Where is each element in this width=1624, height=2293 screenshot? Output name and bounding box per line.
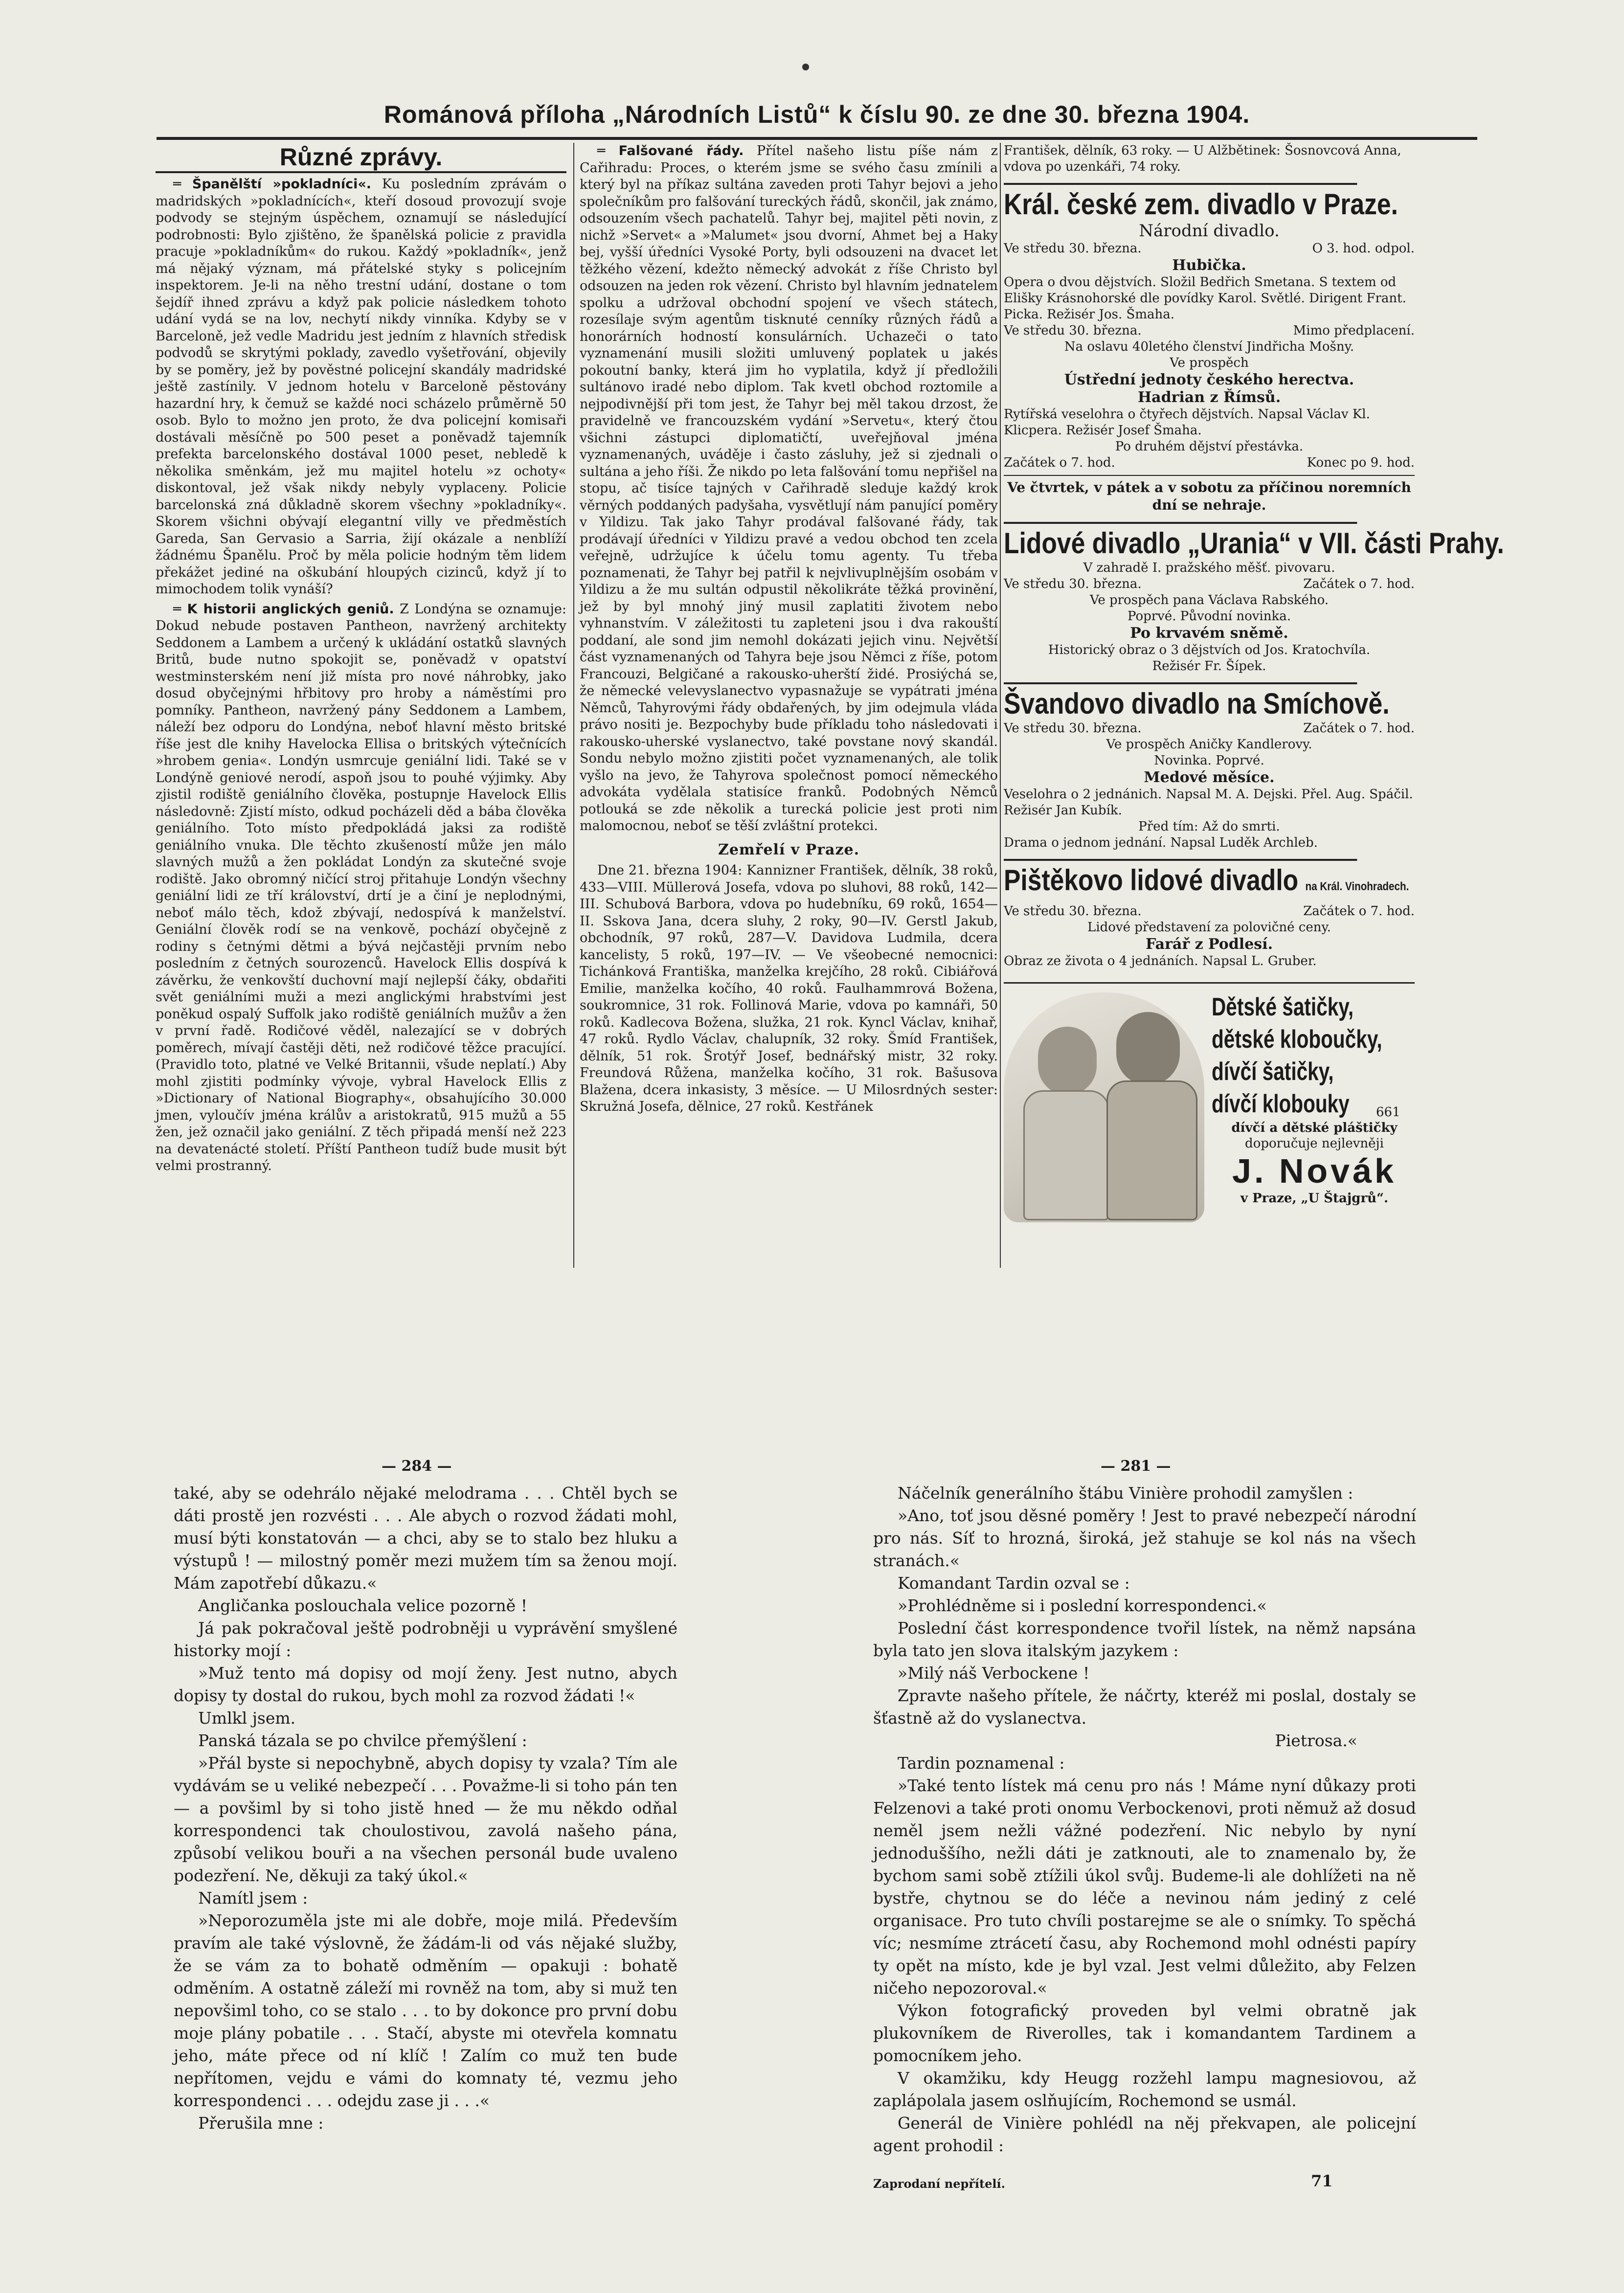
novel-paragraph: Já pak pokračoval ještě podrobněji u vyprávění smyšlené historky mojí : [174,1619,677,1660]
child-head-illustration [1116,1012,1180,1085]
novel-paragraph: Náčelník generálního štábu Vinière prohodil zamyšlen : [898,1484,1353,1503]
footer-sheet-number: 71 [1311,2172,1333,2190]
premiere-text: Poprvé. Původní novinka. [1128,609,1291,624]
novel-paragraph: Generál de Vinière pohlédl na něj překvapen, ale policejní agent prohodil : [873,2113,1416,2155]
ad-line: dívčí a dětské pláštičky [1231,1121,1398,1135]
page-number-left: — 284 — [382,1458,452,1475]
schedule-row [1004,576,1415,592]
benefit-text: Ve prospěch pana Václava Rabského. [1089,593,1329,607]
novel-paragraph: V okamžiku, kdy Heugg rozžehl lampu magnesiovou, až zaplápolala jasem oslňujícím, Rochemond se usmál. [873,2068,1416,2110]
theater-title-svandovo: Švandovo divadlo na Smíchově. [1004,682,1357,720]
performance-note: Lidové představení za polovičné ceny. [1087,920,1331,935]
novel-paragraph: Poslední část korrespondence tvořil lístek, na němž napsána byla tato jen slova italským jazykem : [873,1619,1416,1660]
article-spanish-treasurers [156,176,566,598]
article-heading: ═ K historii anglických geniů. [173,601,394,617]
column-divider [1000,143,1001,1268]
closure-note: Ve čtvrtek, v pátek a v sobotu za příčinou noremních dní se nehraje. [1004,475,1415,514]
ad-line: doporučuje nejlevněji [1245,1136,1384,1151]
child-head-illustration [1038,1027,1097,1095]
novel-signature: Pietrosa.« [1275,1731,1357,1750]
play-description: Veselohra o 2 jednánich. Napsal M. A. Dejski. Přel. Aug. Spáčil. Režisér Jan Kubík. [1004,787,1413,818]
novel-paragraph: »Ano, toť jsou děsné poměry ! Jest to pravé nebezpečí národní pro nás. Síť to hrozná, široká, jež stahuje se kol nás na všech stranách.« [873,1506,1416,1570]
novel-paragraph: Namítl jsem : [198,1888,308,1908]
column-misc-news [156,143,566,1260]
deaths-list: Dne 21. března 1904: Kannizner František, dělník, 38 roků, 433—VIII. Müllerová Josefa, vdova po sluhovi, 88 roků, 142—III. Schubová Barbora, vdova po hudebníku, 69 roků, 1654—II. Sskova Jana, dcera sluhy, 2 roky, 90—IV. Gerstl Jakub, obchodník, 97 roků, 287—V. Davidova Ludmila, dcera kancelisty, 5 roků, 197—IV. — Ve všeobecné nemocnici: Tichánková Františka, manželka krejčího, 28 roků. Cibiářová Emilie, manželka kočího, 40 roků. Faulhammrová Božena, soukromnice, 31 rok. Follinová Marie, vdova po kamnáři, 50 roků. Kadlecova Božena, služka, 21 rok. Kyncl Václav, knihař, 47 roků. Rydlo Václav, chalupník, 32 roky. Šmíd František, dělník, 51 rok. Šrotýř Josef, bednářský mistr, 32 roky. Freundová Růžena, manželka kočího, 31 rok. Bašusova Blažena, dcera inkasisty, 3 měsíce. — U Milosrdných sester: Skružná Josefa, dělnice, 27 roků. Kestřánek [580,863,998,1114]
novel-paragraph: Panská tázala se po chvilce přemýšlení : [198,1731,527,1750]
benefit-name: Ústřední jednoty českého herectva. [1064,371,1354,388]
theater-title-pistek [1004,859,1409,903]
occasion-text: Na oslavu 40letého členství Jindřicha Mošny. [1064,339,1354,354]
novel-paragraph: Výkon fotografický proveden byl velmi obratně jak plukovníkem de Riverolles, tak i komandantem Tardinem a pomocníkem jeho. [873,2001,1416,2065]
section-title: Různé zprávy. [156,143,566,173]
novel-paragraph: »Prohlédněme si i poslední korrespondenci.« [898,1596,1267,1615]
play-title: Farář z Podlesí. [1145,936,1273,953]
ad-number: 661 [1376,1105,1400,1120]
ad-line-row [1212,1088,1417,1120]
page-header: Románová příloha „Národních Listů“ k číslu 90. ze dne 30. března 1904. [383,101,1250,128]
article-english-geniuses [156,601,566,1175]
schedule-row [1004,903,1415,920]
director-text: Režisér Fr. Šípek. [1152,659,1266,674]
footer-title: Zaprodaní nepřítelí. [873,2177,1005,2191]
article-forged-orders [580,143,998,835]
theater-location: na Král. Vinohradech. [1305,880,1409,893]
time-text: Mimo předplacení. [1293,323,1415,338]
article-heading: ═ Španělští »pokladníci«. [173,177,372,192]
time-text: O 3. hod. odpol. [1312,241,1415,256]
end-time: Konec po 9. hod. [1307,455,1415,470]
ad-line: dívčí šatičky, [1212,1057,1334,1086]
start-time: Začátek o 7. hod. [1004,455,1115,470]
novel-paragraph: »Muž tento má dopisy od mojí ženy. Jest nutno, abych dopisy ty dostal do rukou, bych mohl za rozvod žádati !« [174,1664,677,1705]
column-forged-orders [580,143,998,1268]
play-title: Po krvavém sněmě. [1130,625,1288,642]
ink-dot [802,64,809,70]
date-text: Ve středu 30. března. [1004,904,1142,919]
play-description: Obraz ze života o 4 jednáních. Napsal L. Gruber. [1004,954,1317,968]
novel-paragraph: Zpravte našeho přítele, že náčrty, kteréž mi poslal, dostaly se šťastně až do vyslanectva. [873,1686,1416,1728]
time-text: Začátek o 7. hod. [1303,721,1415,736]
date-text: Ve středu 30. března. [1004,721,1142,736]
ad-line: Dětské šatičky, [1212,993,1354,1021]
schedule-row [1004,720,1415,737]
time-text: Začátek o 7. hod. [1303,904,1415,919]
theater-title-urania: Lidové divadlo „Urania“ v VII. části Prahy. [1004,522,1357,560]
theater-subtitle: Národní divadlo. [1139,221,1280,241]
novel-paragraph: »Milý náš Verbockene ! [898,1664,1090,1683]
play-title: Medové měsíce. [1144,769,1275,786]
premiere-text: Novinka. Poprvé. [1154,753,1264,768]
play-description: Opera o dvou dějstvích. Složil Bedřich Smetana. S textem od Elišky Krásnohorské dle povídky Karol. Světlé. Dirigent Frant. Picka. Režisér Jos. Šmaha. [1004,275,1406,322]
play-description: Drama o jednom jednání. Napsal Luděk Archleb. [1004,835,1318,850]
column-divider [573,143,574,1268]
novel-paragraph: »Také tento lístek má cenu pro nás ! Máme nyní důkazy proti Felzenovi a také proti onomu Verbockenovi, proti němuž až dosud neměl jsem nežli vážné podezření. Nic nebylo by nyní jednoduššího, nežli dáti je zatknouti, ale to znamenalo by, že bychom sami sobě ztížili úkol svůj. Budeme-li ale dohlížeti na ně bystře, chytnou se do léče a nevinou nám jediný z celé organisace. Pro tuto chvíli postarejme se ale o snímky. To spěchá víc; nesmíme ztrácetí času, aby Rochemond mohl odnésti papíry ty opět na místo, kde je byl vzal. Jest velmi důležito, aby Felzen ničeho nepozoroval.« [873,1776,1416,1998]
ad-line: dívčí klobouky [1212,1090,1350,1118]
novel-paragraph: také, aby se odehrálo nějaké melodrama . . . Chtěl bych se dáti prostě jen rozvésti . . . Ale abych o rozvod žádati mohl, musí býti konstatován — a chci, aby se to stalo bez hluku a výstupů ! — milostný poměr mezi mužem tím sa ženou mojí. Mám zapotřebí důkazu.« [174,1484,677,1593]
schedule-row [1004,241,1415,257]
benefit-text: Ve prospěch Aničky Kandlerovy. [1106,737,1312,752]
play-title: Hubička. [1172,257,1246,274]
play-title: Hadrian z Římsů. [1137,389,1281,406]
novel-paragraph: Umlkl jsem. [198,1709,296,1728]
time-text: Začátek o 7. hod. [1303,577,1415,591]
ad-text-block [1212,991,1417,1206]
column-theaters [1004,143,1504,1282]
novel-page-left [174,1482,677,2206]
novel-paragraph: »Přál byste si nepochybně, abych dopisy ty vzala? Tím ale vydávám se u veliké nebezpečí . . . Považme-li si toho pán ten — a povšiml by si toho jistě hned — že mu někdo odňal korrespondenci tak choulostivou, zavolá našeho pána, způsobí velikou bouři a na všechen personál bude uvaleno podezření. Ne, děkuji za taký úkol.« [174,1753,677,1885]
novel-paragraph: Komandant Tardin ozval se : [898,1574,1130,1593]
novel-paragraph: Angličanka poslouchala velice pozorně ! [198,1596,527,1615]
schedule-row [1004,323,1415,339]
schedule-row [1004,455,1415,471]
novel-paragraph: »Neporozuměla jste mi ale dobře, moje milá. Především pravím ale také výslovně, že žádám-li od vás nějaké služby, že se vám za to bohatě odměním — opakuji : bohatě odměním. A ostatně záleží mi rovněž na tom, aby si muž ten nepovšiml toho, co se stalo . . . to by dokonce pro první dobu moje plány pobatile . . . Stačí, abyste mi otevřela komnatu jeho, máte přece od ní klíč ! Zalím co muž ten bude nepřítomen, vejdu e vámi do komnaty té, vezmu jeho korrespondenci . . . odejdu zase ji . . .« [174,1911,677,2110]
section-subtitle-deaths: Zemřelí v Praze. [718,841,860,858]
intermission-text: Po druhém dějství přestávka. [1115,439,1304,454]
novel-page-right [873,1482,1416,2216]
advertisement-novak [1004,982,1415,1262]
ad-address: v Praze, „U Štajgrů“. [1240,1191,1389,1206]
article-body: Ku posledním zprávám o madridských »pokladnících«, kteří dosoud provozují svoje podvody se stejným úspěchem, oznamují se následující podrobnosti: Bylo zjištěno, že španělská policie z pravidla pracuje »pokladníkům« do rukou. Každý »pokladník«, jenž má nějaký význam, má přátelské styky s policejním inspektorem. Je-li na něho trestní udání, dostane o tom šejdíř ihned zprávu a když pak policie následkem tohoto udání vydá se na lov, nechytí nikdy vinníka. Kdyby se v Barceloně, jež vedle Madridu jest jedním z hlavních středisk podvodů se skrytými poklady, zavedlo vyšetřování, objevily by se poměry, jež by pověstné policejní skandály madridské ještě zastínily. V jednom hotelu v Barceloně pěstovány hazardní hry, k čemuž se každé noci scházelo průměrně 50 osob. Bylo to možno jen proto, že dva policejní komisaři dostávali měsíčně po 500 peset a poněvadž tajemník prefekta barcelonského dostával 1000 peset, nebledě k několika směnkám, jež mu majitel hotelu »z ochoty« diskontoval, jež však nikdy nebyly vyplaceny. Policie barcelonská zná důkladně skorem všechny »pokladníky«. Skorem všichni obývají elegantní villy ve předměstích Gareda, San Gervasio a Sarria, žijí okázale a nenblíží žádnému Španělu. Proč by měla policie hodným těm lidem překážet jediné na oškubání hloupých cizinců, když jí to mimochodem tolik vynáší? [156,177,566,597]
deaths-continued: František, dělník, 63 roky. — U Alžbětinek: Šosnovcová Anna, vdova po uzenkáři, 74 roky. [1004,143,1401,174]
article-heading: ═ Falšované řády. [597,143,744,158]
article-body: Přítel našeho listu píše nám z Cařihradu: Proces, o kterém jsme se svého času zmínili a který byl na příkaz sultána zaveden proti Tahyr bejovi a jeho společníkům pro falšování tureckých řádů, skončil, jak známo, odsouzením všech pachatelů. Tahyr bej, majitel pěti novin, z nichž »Servet« a »Malumet« jsou dvorní, Ahmet bej a Haky bej, vyšší úředníci Vysoké Porty, byli odsouzeni na dvacet let těžkého vězení, kdežto německý advokát z říše Christo byl odsouzen na jeden rok vězení. Christo byl hlavním jednatelem spolku a udržoval obchodní spojení ve všech státech, rozesílaje svým agentům tisknuté cenníky různých řádů a honorárních hodností konsulárních. Uchazeči o tato vyznamenání musili složiti umluvený poplatek u jakés pokoutní banky, která jim ho vyplatila, když jí předložili sultánovo iradé nebo diplom. Tak kvetl obchod roztomile a nejpodivnější při tom jest, že Tahyr bej měl takou drzost, že pravidelně ve francouzském vydání »Servetu«, který čtou všichni zástupci diplomatičtí, uveřejňoval jména vyznamenaných, uváděje i často zásluhy, jež si zjednali o sultána a jeho říši. Že nikdo po leta falšování tomu nepřišel na stopu, ač tisíce tajných v Cařihradě sleduje každý krok věrných poddaných padyšaha, vysvětlují nám panující poměry v Yildizu. Tak jako Tahyr prodával falšované řády, tak prodávají úředníci v Yildizu pravé a vedou obchod ten zcela veřejně, udržujíce k účelu tomu agenty. Tu třeba poznamenati, že Tahyr bej patřil k nejvlivuplnějším osobám v Yildizu a že mu sultán odpustil několikráte těžká provinění, jež by byl mnohý jiný musil zaplatiti životem nebo vyhnanstvím. V záležitosti tu zapleteni jsou i dva rakouští poddaní, ale sond jim nemohl dokázati jejich vinu. Největší část vyznamenaných od Tahyra beje jsou Němci z říše, potom Francouzi, Belgičané a rakousko-uherští židé. Prosiýchá se, že německé velevyslanectvo vypasnažuje se vypátrati jména Němců, Tahyrovými řády obdařených, by jim odejmula vláda právo nositi je. Bezpochyby bude příkladu toho následovati i rakousko-uherské vyslanectvo, také povstane nový skandál. Sondu nebylo možno zjistiti počet vyznamenaných, ale tolik vyšlo na jevo, že Tahyrova společnost pomocí německého advokáta vydělala statisíce franků. Podobných Němců potlouká se zde několik a turecká policie jest proti nim malomocnou, neboť se těší zvláštní protekci. [580,143,998,833]
novel-paragraph: Tardin poznamenal : [898,1753,1065,1773]
benefit-text: Ve prospěch [1170,356,1249,370]
before-play-text: Před tím: Až do smrti. [1138,819,1280,834]
play-description: Rytířská veselohra o čtyřech dějstvích. Napsal Václav Kl. Klicpera. Režisér Josef Šmaha. [1004,407,1370,438]
header-rule [157,137,1477,140]
date-text: Ve středu 30. března. [1004,241,1142,256]
children-illustration [1004,992,1204,1222]
play-description: Historický obraz o 3 dějstvích od Jos. Kratochvíla. [1048,643,1371,657]
article-body: Z Londýna se oznamuje: Dokud nebude postaven Pantheon, navržený architekty Seddonem a Lambem a určený k ukládání ostatků slavných Britů, bude nutno spokojit se, poněvadž v opatství westminsterském není již místa pro nové náhrobky, jako dosud obyčejnými hřbitovy pro hroby a náměstími pro pomníky. Pantheon, navržený pány Seddonem a Lambem, náleží bez odporu do Londýna, neboť hlavní město britské říše jest dle knihy Havelocka Ellisa o britských výtečnících »hrobem genia«. Londýn usmrcuje geniální lidi. Také se v Londýně geniové nerodí, aspoň jsou to pouhé výjimky. Aby zjistil rodiště geniálního člověka, postupnje Havelock Ellis následovně: Zjistí místo, odkud pocházeli děd a bába člověka geniálního. Toto místo předpokládá jaksi za rodiště geniálního vnuka. Dle těchto zkušeností může jen málo slavných mužů a žen pokládat Londýn za skutečné svoje rodiště. Jako obromný ničící stroj přitahuje Londýn všechny geniální lidi ze tří království, drtí je a činí je neplodnými, neboť málo těch, kdož zbývají, nedospívá k manželství. Geniální člověk rodí se na venkově, pochází obyčejně z rodiny s četnými dětmi a bývá nejčastěji prvním nebo posledním z četných sourozenců. Havelock Ellis dospívá k závěrku, že venkovští duchovní mají nejlepší čáky, obdařiti svět geniálními muži a mezi anglickými hrabstvími jest poněkud ospalý Suffolk jako rodiště geniálních mužův a žen v první řadě. Rodičové věděl, nalezající se v dobrých poměrech, mívají častěji děti, než rodičové těžce pracující. (Pravidlo toto, platné ve Velké Britannii, všude neplatí.) Aby mohl zjistiti podmínky vývoje, vybral Havelock Ellis z »Dictionary of National Biography«, obsahujícího 30.000 jmen, vyloučív jména králův a aristokratů, 915 mužů a 55 žen, jež označil jako geniální. Z těch připadá menší než 223 na devatenácté století. Příští Pantheon tudíž bude musit být velmi prostranný. [156,601,566,1173]
theater-title-national: Král. české zem. divadlo v Praze. [1004,183,1357,221]
ad-line: dětské kloboučky, [1212,1025,1382,1054]
child-dress-illustration [1106,1080,1197,1220]
date-text: Ve středu 30. března. [1004,577,1142,591]
novel-paragraph: Přerušila mne : [198,2113,324,2133]
venue-text: V zahradě I. pražského měšť. pivovaru. [1083,561,1335,575]
date-text: Ve středu 30. března. [1004,323,1142,338]
theater-name: Pištěkovo lidové divadlo [1004,864,1299,897]
page-number-right: — 281 — [1101,1458,1171,1475]
child-dress-illustration [1023,1090,1109,1220]
ad-brand-name: J. Novák [1232,1152,1397,1190]
